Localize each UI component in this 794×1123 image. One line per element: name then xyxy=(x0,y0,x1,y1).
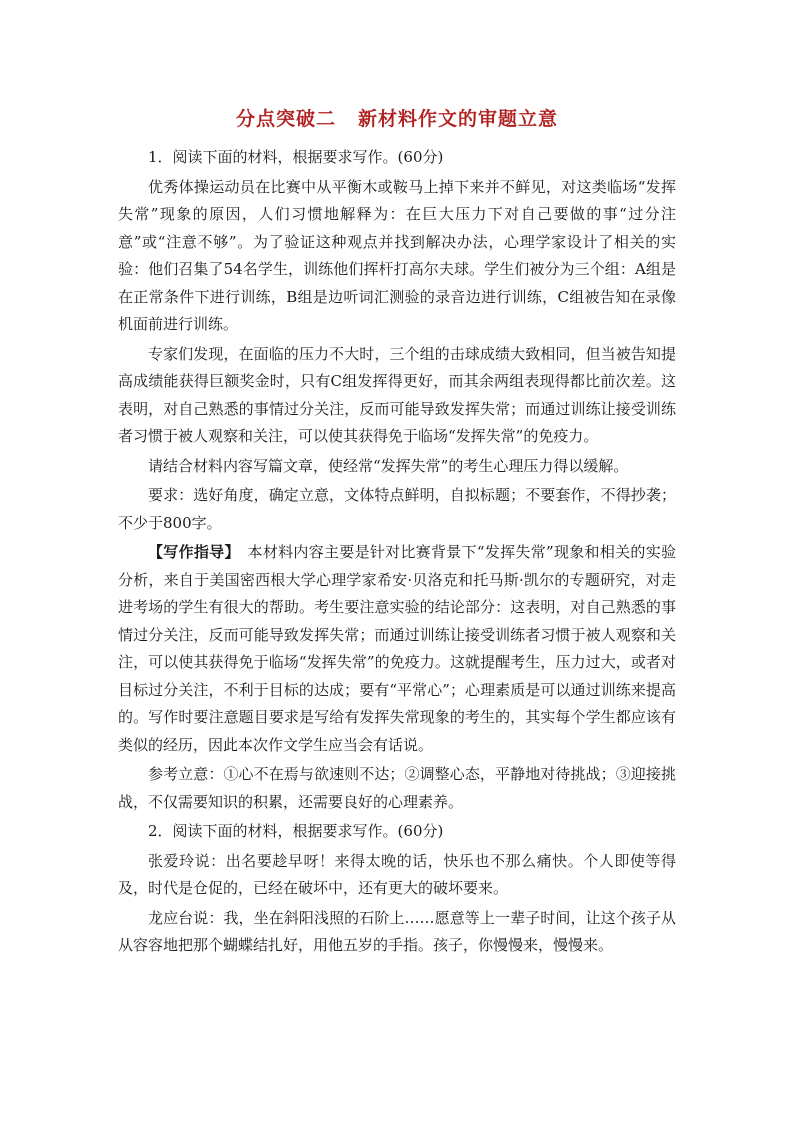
document-body xyxy=(118,144,676,962)
reference-ideas: 参考立意：①心不在焉与欲速则不达；②调整心态，平静地对待挑战；③迎接挑战，不仅需要知识的积累，还需要良好的心理素养。 xyxy=(118,765,676,811)
page-title xyxy=(0,104,794,131)
question-1-task: 请结合材料内容写篇文章，使经常“发挥失常”的考生心理压力得以缓解。 xyxy=(148,456,629,475)
question-1-material-1: 优秀体操运动员在比赛中从平衡木或鞍马上掉下来并不鲜见，对这类临场“发挥失常”现象的原因，人们习惯地解释为：在巨大压力下对自己要做的事“过分注意”或“注意不够”。为了验证这种观点并找到解决办法，心理学家设计了相关的实验：他们召集了54名学生，训练他们挥杆打高尔夫球。学生们被分为三个组：A组是在正常条件下进行训练，B组是边听词汇测验的录音边进行训练，C组被告知在录像机面前进行训练。 xyxy=(118,177,676,333)
question-2-material-1: 张爱玲说：出名要趁早呀！来得太晚的话，快乐也不那么痛快。个人即使等得及，时代是仓促的，已经在破坏中，还有更大的破坏要来。 xyxy=(118,851,676,897)
question-2-prompt: 2．阅读下面的材料，根据要求写作。(60分) xyxy=(148,822,444,840)
writing-guidance-text: 本材料内容主要是针对比赛背景下“发挥失常”现象和相关的实验分析，来自于美国密西根大学心理学家希安·贝洛克和托马斯·凯尔的专题研究，对走进考场的学生有很大的帮助。考生要注意实验的结论部分：这表明，对自己熟悉的事情过分关注，反而可能导致发挥失常；而通过训练让接受训练者习惯于被人观察和关注，可以使其获得免于临场“发挥失常”的免疫力。这就提醒考生，压力过大，或者对目标过分关注，不利于目标的达成；要有“平常心”；心理素质是可以通过训练来提高的。写作时要注意题目要求是写给有发挥失常现象的考生的，其实每个学生都应该有类似的经历，因此本次作文学生应当会有话说。 xyxy=(118,543,676,754)
question-2-material-2: 龙应台说：我，坐在斜阳浅照的石阶上……愿意等上一辈子时间，让这个孩子从从容容地把那个蝴蝶结扎好，用他五岁的手指。孩子，你慢慢来，慢慢来。 xyxy=(118,908,676,954)
writing-guidance xyxy=(118,539,676,759)
question-1-prompt: 1．阅读下面的材料，根据要求写作。(60分) xyxy=(148,148,444,166)
question-1-requirements: 要求：选好角度，确定立意，文体特点鲜明，自拟标题；不要套作，不得抄袭；不少于800字。 xyxy=(118,486,676,532)
question-1-material-2: 专家们发现，在面临的压力不大时，三个组的击球成绩大致相同，但当被告知提高成绩能获得巨额奖金时，只有C组发挥得更好，而其余两组表现得都比前次差。这表明，对自己熟悉的事情过分关注，反而可能导致发挥失常；而通过训练让接受训练者习惯于被人观察和关注，可以使其获得免于临场“发挥失常”的免疫力。 xyxy=(118,344,676,445)
title-part-1: 分点突破二 xyxy=(235,108,336,130)
title-part-2: 新材料作文的审题立意 xyxy=(358,108,559,130)
writing-guidance-label: 【写作指导】 xyxy=(148,543,233,561)
